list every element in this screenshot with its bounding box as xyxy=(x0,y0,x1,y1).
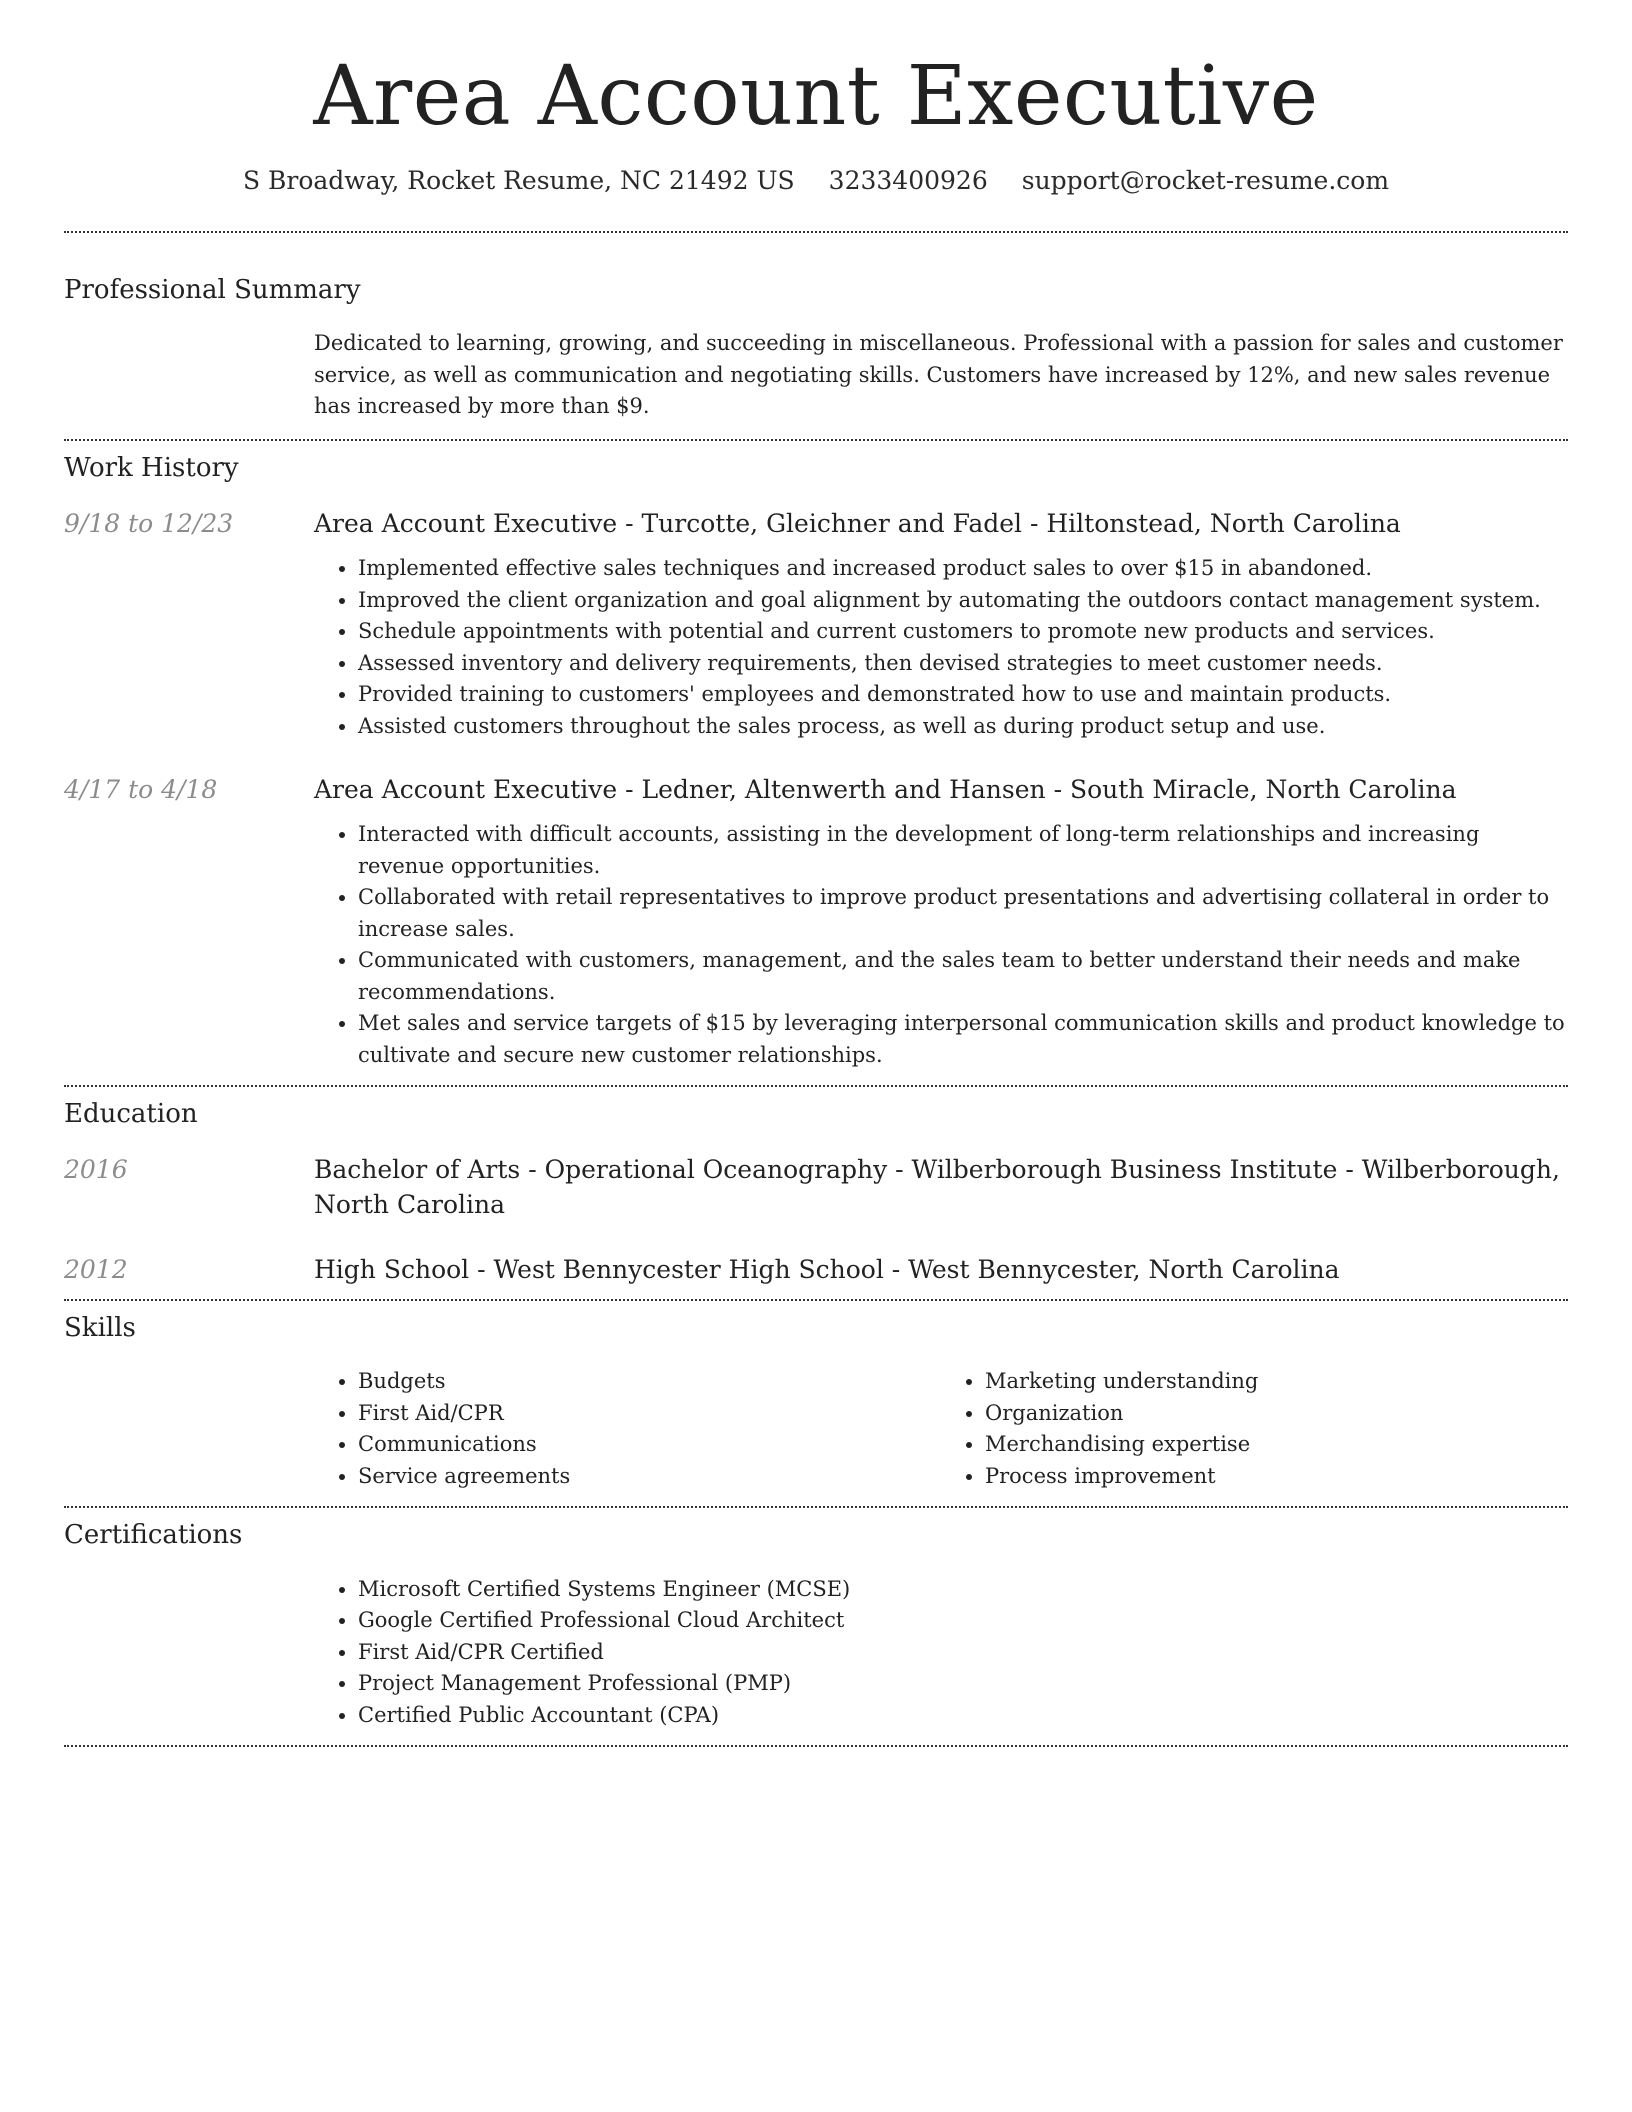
list-item: • Communications xyxy=(358,1429,941,1461)
contact-phone: 3233400926 xyxy=(828,166,988,196)
list-item: • Google Certified Professional Cloud Architect xyxy=(358,1605,1568,1637)
list-item: • Communicated with customers, management, and the sales team to better understand their needs and make recommendations. xyxy=(358,945,1568,1008)
section-title-certifications: Certifications xyxy=(64,1520,243,1551)
certifications-section xyxy=(64,1508,1568,1745)
contact-line xyxy=(0,166,1632,195)
job-dates: 4/17 to 4/18 xyxy=(64,775,218,805)
education-section xyxy=(64,1087,1568,1299)
section-title-skills: Skills xyxy=(64,1313,136,1344)
job-dates: 9/18 to 12/23 xyxy=(64,509,234,539)
contact-email: support@rocket-resume.com xyxy=(1021,166,1390,196)
education-entry xyxy=(64,1252,1568,1287)
section-title-work: Work History xyxy=(64,452,239,483)
education-year: 2012 xyxy=(64,1255,128,1285)
list-item: • Provided training to customers' employees and demonstrated how to use and maintain products. xyxy=(358,679,1568,711)
list-item: • Improved the client organization and goal alignment by automating the outdoors contact management system. xyxy=(358,585,1568,617)
summary-text: Dedicated to learning, growing, and succeeding in miscellaneous. Professional with a passion for sales and customer service, as well as communication and negotiating skills. Customers have increased by 12%, and new sales revenue has increased by more than $9. xyxy=(314,331,1563,419)
list-item: • Microsoft Certified Systems Engineer (MCSE) xyxy=(358,1574,1568,1606)
education-year: 2016 xyxy=(64,1155,128,1185)
list-item: • Merchandising expertise xyxy=(985,1429,1568,1461)
resume-header xyxy=(0,0,1632,195)
candidate-name: Area Account Executive xyxy=(313,49,1319,144)
job-heading: Area Account Executive - Ledner, Altenwerth and Hansen - South Miracle, North Carolina xyxy=(314,775,1457,805)
list-item: • Organization xyxy=(985,1398,1568,1430)
list-item: • Interacted with difficult accounts, assisting in the development of long-term relationships and increasing revenue opportunities. xyxy=(358,819,1568,882)
list-item: • Budgets xyxy=(358,1366,941,1398)
job-bullets xyxy=(314,819,1568,1071)
divider xyxy=(64,1745,1568,1747)
list-item: • First Aid/CPR xyxy=(358,1398,941,1430)
job-heading: Area Account Executive - Turcotte, Gleichner and Fadel - Hiltonstead, North Carolina xyxy=(314,509,1401,539)
work-history-section xyxy=(64,441,1568,1085)
skills-list-right xyxy=(941,1366,1568,1492)
job-entry xyxy=(64,772,1568,1071)
education-heading: Bachelor of Arts - Operational Oceanography - Wilberborough Business Institute - Wilberborough, North Carolina xyxy=(314,1155,1560,1220)
list-item: • Certified Public Accountant (CPA) xyxy=(358,1700,1568,1732)
list-item: • First Aid/CPR Certified xyxy=(358,1637,1568,1669)
list-item: • Implemented effective sales techniques and increased product sales to over $15 in abandoned. xyxy=(358,553,1568,585)
section-title-summary: Professional Summary xyxy=(64,275,361,306)
list-item: • Marketing understanding xyxy=(985,1366,1568,1398)
list-item: • Service agreements xyxy=(358,1461,941,1493)
skills-section xyxy=(64,1301,1568,1506)
list-item: • Assisted customers throughout the sales process, as well as during product setup and use. xyxy=(358,711,1568,743)
contact-address: S Broadway, Rocket Resume, NC 21492 US xyxy=(242,166,795,196)
list-item: • Collaborated with retail representatives to improve product presentations and advertising collateral in order to increase sales. xyxy=(358,882,1568,945)
list-item: • Assessed inventory and delivery requirements, then devised strategies to meet customer needs. xyxy=(358,648,1568,680)
list-item: • Schedule appointments with potential and current customers to promote new products and services. xyxy=(358,616,1568,648)
certifications-list xyxy=(314,1574,1568,1732)
education-entry xyxy=(64,1152,1568,1222)
job-bullets xyxy=(314,553,1568,742)
list-item: • Project Management Professional (PMP) xyxy=(358,1668,1568,1700)
list-item: • Process improvement xyxy=(985,1461,1568,1493)
section-title-education: Education xyxy=(64,1099,198,1130)
summary-section xyxy=(64,233,1568,439)
skills-list-left xyxy=(314,1366,941,1492)
education-heading: High School - West Bennycester High School - West Bennycester, North Carolina xyxy=(314,1255,1340,1285)
job-entry xyxy=(64,506,1568,742)
list-item: • Met sales and service targets of $15 by leveraging interpersonal communication skills and product knowledge to cultivate and secure new customer relationships. xyxy=(358,1008,1568,1071)
